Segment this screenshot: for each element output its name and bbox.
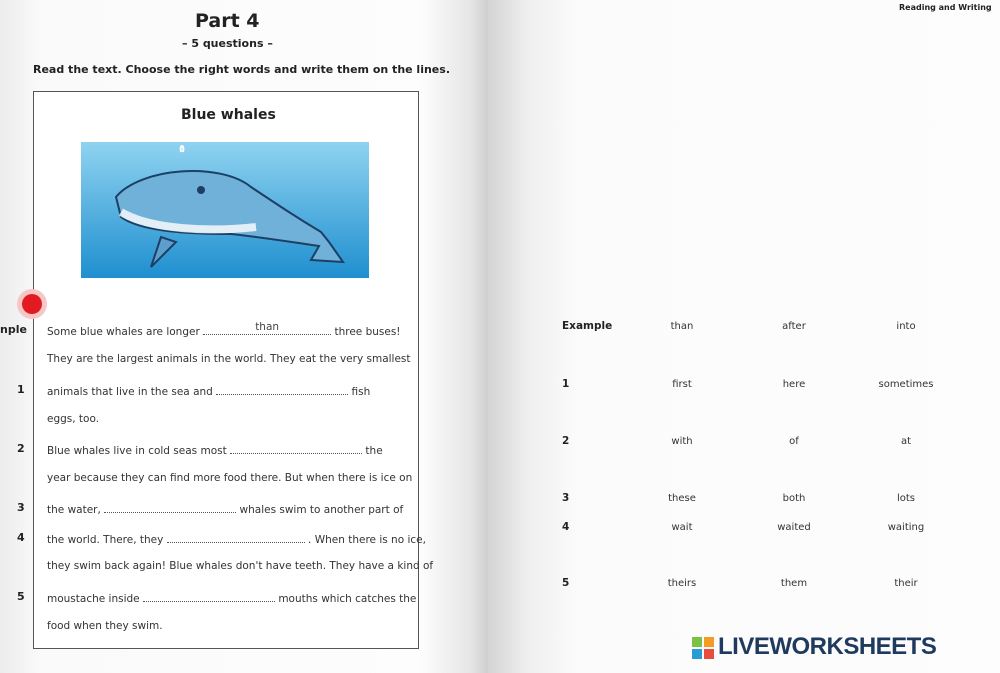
story-text: year because they can find more food there. But when there is ice on: [47, 472, 413, 484]
option-word[interactable]: theirs: [667, 578, 697, 589]
story-line: [47, 413, 99, 425]
option-word[interactable]: them: [780, 578, 808, 589]
answer-blank[interactable]: [143, 590, 275, 602]
story-text: the: [365, 445, 383, 457]
option-word[interactable]: than: [670, 321, 694, 332]
option-word[interactable]: into: [896, 321, 916, 332]
story-line: [47, 442, 383, 457]
option-word[interactable]: sometimes: [878, 379, 934, 390]
option-row-label: Example: [562, 320, 613, 332]
option-word[interactable]: first: [672, 379, 692, 390]
liveworksheets-logo-text: LIVEWORKSHEETS: [718, 633, 937, 660]
story-text: animals that live in the sea and: [47, 386, 213, 398]
question-number: nple: [0, 323, 27, 336]
answer-blank[interactable]: [167, 531, 305, 543]
option-row-label: 1: [562, 378, 570, 390]
story-line: [47, 560, 433, 572]
option-word[interactable]: these: [668, 493, 696, 504]
whale-illustration: [81, 142, 369, 278]
question-number: 1: [17, 383, 25, 396]
answer-blank[interactable]: [216, 383, 348, 395]
option-word[interactable]: with: [671, 436, 693, 447]
question-number: 3: [17, 501, 25, 514]
story-title: Blue whales: [181, 107, 276, 123]
story-text: mouths which catches the: [278, 593, 417, 605]
answer-blank[interactable]: [203, 323, 331, 335]
option-word[interactable]: their: [894, 578, 918, 589]
story-text: moustache inside: [47, 593, 140, 605]
story-text: Blue whales live in cold seas most: [47, 445, 227, 457]
liveworksheets-logo-icon: [692, 637, 714, 659]
story-text: They are the largest animals in the world. They eat the very smallest: [47, 353, 411, 365]
story-line: [47, 383, 370, 398]
option-word[interactable]: lots: [896, 493, 916, 504]
option-row-label: 3: [562, 492, 570, 504]
right-page: [488, 0, 1000, 673]
option-word[interactable]: after: [782, 321, 806, 332]
story-line: [47, 620, 163, 632]
story-text: . When there is no ice,: [308, 534, 426, 546]
option-word[interactable]: waiting: [887, 522, 925, 533]
section-header: Reading and Writing: [899, 3, 992, 12]
instruction: Read the text. Choose the right words and write them on the lines.: [33, 63, 450, 76]
option-word[interactable]: waited: [777, 522, 811, 533]
answer-blank[interactable]: [230, 442, 362, 454]
story-line: [47, 590, 416, 605]
option-row-label: 2: [562, 435, 570, 447]
option-word[interactable]: both: [782, 493, 806, 504]
question-number: 5: [17, 590, 25, 603]
story-text: the water,: [47, 504, 101, 516]
record-button-icon[interactable]: [16, 288, 48, 320]
story-line: [47, 323, 401, 338]
story-line: [47, 501, 403, 516]
option-word[interactable]: at: [900, 436, 912, 447]
option-row-label: 4: [562, 521, 570, 533]
part-subtitle: – 5 questions –: [182, 37, 273, 50]
question-number: 2: [17, 442, 25, 455]
story-text: eggs, too.: [47, 413, 100, 425]
story-line: [47, 531, 426, 546]
story-text: whales swim to another part of: [239, 504, 404, 516]
answer-text: than: [255, 321, 280, 333]
part-title: Part 4: [195, 10, 260, 32]
option-row-label: 5: [562, 577, 570, 589]
question-number: 4: [17, 531, 25, 544]
story-text: food when they swim.: [47, 620, 163, 632]
option-word[interactable]: of: [789, 436, 799, 447]
option-word[interactable]: here: [782, 379, 806, 390]
answer-blank[interactable]: [104, 501, 236, 513]
story-text: Some blue whales are longer: [47, 326, 200, 338]
story-text: they swim back again! Blue whales don't have teeth. They have a kind of: [47, 560, 434, 572]
story-line: [47, 472, 412, 484]
story-text: the world. There, they: [47, 534, 164, 546]
story-line: [47, 353, 411, 365]
option-word[interactable]: wait: [671, 522, 693, 533]
story-text: fish: [351, 386, 371, 398]
story-text: three buses!: [334, 326, 401, 338]
